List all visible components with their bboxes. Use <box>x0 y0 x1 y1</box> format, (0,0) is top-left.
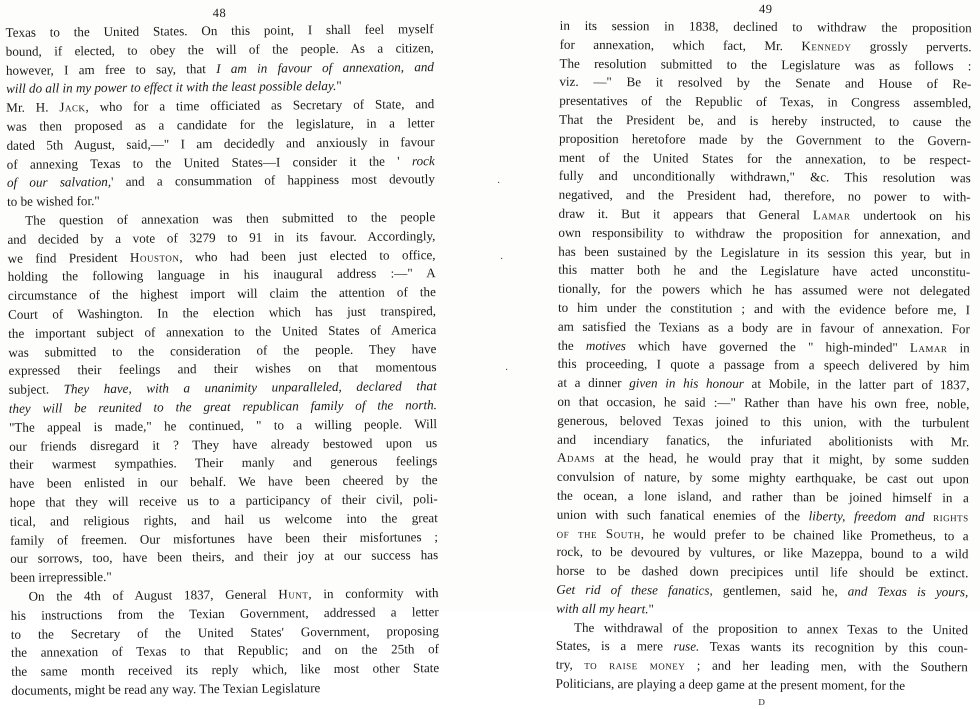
italic-text: I am in favour of annexation, and <box>216 58 434 76</box>
text-line <box>10 546 438 569</box>
italic-text: Get rid of these fanatics, <box>556 581 713 598</box>
text-run: fully and unconditionally withdrawn," &c. This resolution was <box>558 168 971 186</box>
text-line <box>558 224 970 245</box>
text-run: " <box>336 78 342 94</box>
text-run: the <box>557 337 586 353</box>
text-run: the important subject of annexation to the United States of America <box>8 321 437 341</box>
text-line <box>558 355 970 376</box>
text-run: ment of the United States for the annexation, to be respect- <box>558 149 971 167</box>
text-run: Court of Washington. In the election which has just transpired, <box>7 303 437 322</box>
text-run: " <box>648 601 654 617</box>
text-run: bound, if elected, to obey the will of the people. As a citizen, <box>5 39 434 59</box>
text-run: circumstance of the highest import will claim the attention of the <box>7 284 436 304</box>
text-run: his instructions from the Texian Government, addressed a letter <box>10 603 439 623</box>
text-run: am satisfied the Texians as a body are in favour of annexation. For <box>557 318 970 337</box>
text-run: and incendiary fanatics, the infuriated abolitionists with Mr. <box>557 431 970 449</box>
italic-text: of our salvation, <box>6 174 112 191</box>
text-run: undertook on his <box>850 207 971 224</box>
text-run: this proceeding, I quote a passage from a speech delivered by him <box>557 356 970 374</box>
italic-text: rock <box>411 152 435 168</box>
text-run: presentatives of the Republic of Texas, in Congress assembled, <box>559 92 972 111</box>
text-run: dated 5th August, said,—" I am decidedly and anxiously in favour <box>6 133 435 153</box>
text-line <box>556 656 968 677</box>
small-caps-text: Lamar <box>812 207 851 223</box>
text-line <box>11 678 439 701</box>
text-run: which have governed the " high-minded" <box>625 337 910 355</box>
small-caps-text: Houston <box>129 248 180 265</box>
text-run: the same month received its reply which, like most other State <box>11 660 440 679</box>
small-caps-text: rights <box>933 508 969 524</box>
text-line <box>556 599 968 620</box>
text-run: convulsion of nature, by some mighty earthquake, be cast out upon <box>556 468 969 487</box>
text-run: to be wished for." <box>7 193 100 210</box>
text-line <box>557 449 969 470</box>
text-run: family of freemen. Our misfortunes have been their misfortunes ; <box>9 528 439 548</box>
gutter-mark: · <box>500 254 504 265</box>
text-line <box>560 36 972 57</box>
italic-text: with all my heart. <box>556 600 649 617</box>
text-run: The withdrawal of the proposition to annex Texas to the United <box>573 619 969 637</box>
text-run: , in conformity with <box>308 585 439 602</box>
text-run: generous, beloved Texas joined to this union, with the turbulent <box>557 412 970 431</box>
text-run: this matter both he and the Legislature have acted unconstitu- <box>558 262 971 280</box>
italic-text: liberty, freedom and <box>808 508 925 524</box>
text-run: ; and her leading men, with the Southern <box>685 657 968 675</box>
text-run: in <box>947 339 970 355</box>
text-run: for annexation, which fact, Mr. <box>559 36 802 54</box>
text-line <box>559 148 971 169</box>
italic-text: They have, with a unanimity unparalleled, declared that <box>63 378 437 397</box>
text-run: was submitted to the consideration of the people. They have <box>8 340 437 360</box>
text-run: , who for a time officiated as Secretary of State, and <box>85 96 435 115</box>
left-page <box>0 0 443 698</box>
signature-mark: D <box>758 696 765 707</box>
text-run: The question of annexation was then submitted to the people <box>25 209 436 228</box>
text-run: has been sustained by the Legislature in its session this year, but in <box>558 243 971 261</box>
text-run: try, <box>555 656 585 673</box>
text-line <box>559 54 971 75</box>
small-caps-text: Adams <box>557 450 596 466</box>
text-line <box>559 111 971 132</box>
text-line <box>559 167 971 188</box>
text-line <box>556 562 968 583</box>
text-run: we find President <box>7 249 131 266</box>
text-line <box>11 659 439 682</box>
text-line <box>560 17 972 38</box>
text-run: own responsibility to withdraw the proposition for annexation, and <box>558 224 971 243</box>
text-run: That the President be, and is hereby instructed, to cause the <box>559 111 972 130</box>
text-run: at a dinner <box>557 374 630 391</box>
text-line <box>557 468 969 489</box>
text-run: hope that they will receive us to a participancy of their civil, poli- <box>9 491 438 510</box>
text-run: however, I am free to say, that <box>5 60 217 78</box>
text-line <box>558 318 970 339</box>
text-run: States, is a mere <box>555 638 674 654</box>
small-caps-text: to raise money <box>584 657 686 673</box>
text-run: tionally, for the powers which he has assumed were not delegated <box>558 280 971 299</box>
text-run: to him under the constitution ; and with the evidence before me, I <box>557 299 971 318</box>
small-caps-text: Kennedy <box>801 38 852 54</box>
text-run: , who had been just elected to office, <box>179 246 436 264</box>
text-line <box>557 411 969 432</box>
left-page-text <box>6 20 440 700</box>
text-run: and decided by a vote of 3279 to 91 in its favour. Accordingly, <box>7 227 436 247</box>
text-run: rock, to be devoured by vultures, or like Mazeppa, bound to a wild <box>556 544 969 562</box>
text-run: our sorrows, too, have been theirs, and their joy at our success has <box>10 547 439 567</box>
text-run: our friends disregard it ? They have already bestowed upon us <box>9 434 438 454</box>
text-run: Texas to the United States. On this point, I shall feel myself <box>5 21 434 40</box>
right-page <box>550 0 974 707</box>
text-run: negatived, and the President had, therefore, no power to with- <box>558 186 971 205</box>
text-run: draw it. But it appears that General <box>558 205 813 223</box>
left-page-number: 48 <box>212 5 227 21</box>
text-line <box>556 581 968 602</box>
text-run: On the 4th of August 1837, General <box>28 586 279 604</box>
italic-text: and Texas is yours, <box>847 583 969 600</box>
text-line <box>558 261 970 282</box>
text-run: viz. —" Be it resolved by the Senate and House of Re- <box>559 74 972 92</box>
text-run: at the head, he would pray that it might, by some sudden <box>594 450 970 468</box>
text-run: been irrepressible." <box>10 569 112 585</box>
text-run: have been enlisted in our behalf. We have been cheered by the <box>9 472 438 491</box>
text-run: expressed their feelings and their wishes on that momentous <box>8 359 437 379</box>
text-line <box>559 73 971 94</box>
small-caps-text: Lamar <box>909 339 948 355</box>
text-run: horse to be dashed down precipices until life should be extinct. <box>556 562 969 581</box>
italic-text: motives <box>585 337 626 353</box>
text-run: The resolution submitted to the Legislature was as follows : <box>559 55 972 73</box>
small-caps-text: Jack <box>59 99 86 115</box>
text-run: documents, might be read any way. The Texian Legislature <box>11 680 321 698</box>
text-run: subject. <box>8 381 64 397</box>
text-line <box>557 524 969 545</box>
text-run: Texas wants its recognition by this coun- <box>699 638 968 656</box>
text-line <box>558 299 970 320</box>
text-run: gentlemen, said he, <box>712 582 848 599</box>
text-line <box>557 393 969 414</box>
text-run: was then proposed as a candidate for the legislature, in a letter <box>6 115 435 134</box>
text-run: "The appeal is made," he continued, " to a willing people. Will <box>8 415 438 435</box>
right-page-text <box>556 17 972 696</box>
text-run: their warmest sympathies. Their manly and generous feelings <box>9 453 438 473</box>
text-run: in its session in 1838, declined to withdraw the proposition <box>559 17 972 36</box>
text-line <box>558 242 970 263</box>
text-line <box>7 170 435 193</box>
small-caps-text: Hunt <box>278 586 309 602</box>
text-run: Politicians, are playing a deep game at the present moment, for the <box>555 675 906 693</box>
italic-text: ruse. <box>673 638 700 654</box>
text-run: of annexing Texas to the United States—I consider it the ' <box>6 152 413 172</box>
right-page-number: 49 <box>759 1 773 17</box>
text-run: ' and a consummation of happiness most devoutly <box>111 171 435 190</box>
text-run: on that occasion, he said :—" Rather than have his own free, noble, <box>557 393 970 412</box>
text-run: , he would prefer to be chained like Prometheus, to a <box>640 525 969 543</box>
gutter-mark: · <box>505 365 509 376</box>
text-run: the annexation of Texas to that Republic; and on the 25th of <box>10 641 440 661</box>
text-line <box>557 505 969 526</box>
text-run: the ocean, a lone island, and rather than be joined himself in a <box>556 487 969 506</box>
text-line <box>559 205 971 226</box>
text-run: proposition heretofore made by the Government to the Govern- <box>558 130 972 149</box>
text-line <box>559 186 971 207</box>
text-line <box>556 637 968 658</box>
text-run: tical, and religious rights, and hail us welcome into the great <box>9 509 438 529</box>
text-run: grossly perverts. <box>851 38 972 55</box>
text-line <box>557 430 969 451</box>
italic-text: they will be reunited to the great republican family of the north. <box>8 397 437 416</box>
text-line <box>557 374 969 395</box>
text-line <box>556 675 968 696</box>
text-line <box>557 487 969 508</box>
text-line <box>556 618 968 639</box>
text-run: Mr. H. <box>6 99 60 116</box>
gutter-mark: · <box>497 178 501 189</box>
text-line <box>559 92 971 113</box>
text-run: union with such fanatical enemies of the <box>556 506 809 524</box>
text-run: holding the following language in his inaugural address :—" A <box>7 265 436 285</box>
text-line <box>558 280 970 301</box>
italic-text: will do all in my power to effect it with the least possible delay. <box>6 78 337 97</box>
text-line <box>558 336 970 357</box>
italic-text: given in his honour <box>629 375 744 392</box>
text-line <box>559 130 971 151</box>
text-run: at Mobile, in the latter part of 1837, <box>743 376 970 393</box>
text-run: to the Secretary of the United States' Government, proposing <box>10 622 439 642</box>
text-line <box>556 543 968 564</box>
small-caps-text: of the South <box>556 525 641 541</box>
